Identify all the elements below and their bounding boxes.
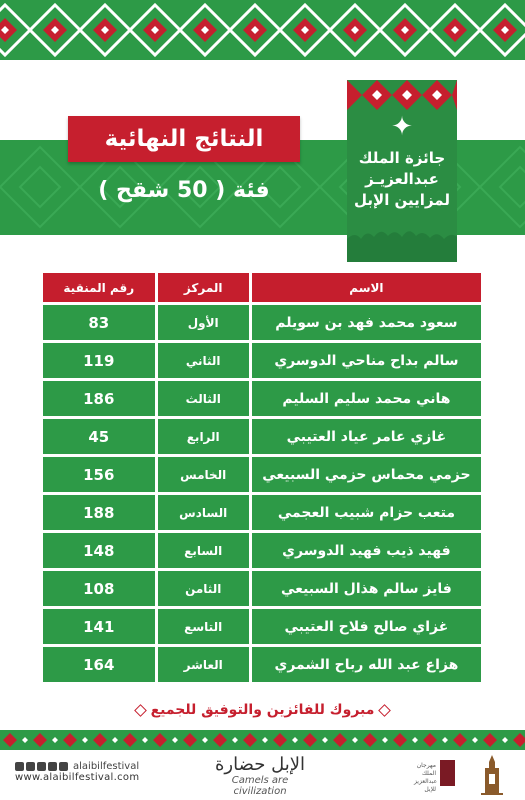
table-row bbox=[43, 495, 481, 530]
winner-name: سعود محمد فهد بن سويلم bbox=[252, 305, 481, 340]
award-title bbox=[351, 148, 453, 211]
column-header-number: رقم المنقية bbox=[43, 273, 155, 302]
footer bbox=[0, 750, 525, 800]
top-decorative-band bbox=[0, 0, 525, 60]
tower-logo-icon bbox=[478, 754, 506, 796]
palm-swords-emblem-icon: ✦ bbox=[391, 112, 413, 142]
winner-name: غزاي صالح فلاح العتيبي bbox=[252, 609, 481, 644]
award-stripe-pattern bbox=[347, 80, 457, 110]
camel-emblem-icon bbox=[440, 760, 455, 786]
winner-rank: السادس bbox=[158, 495, 249, 530]
bottom-decorative-band bbox=[0, 730, 525, 750]
twitter-icon[interactable] bbox=[26, 762, 35, 771]
winner-rank: الثامن bbox=[158, 571, 249, 606]
winner-number: 119 bbox=[43, 343, 155, 378]
winner-rank: الثاني bbox=[158, 343, 249, 378]
brand-logo bbox=[205, 754, 315, 797]
award-title-line: جائزة الملك bbox=[358, 149, 446, 167]
table-row bbox=[43, 419, 481, 454]
winner-rank: العاشر bbox=[158, 647, 249, 682]
winner-name: هاني محمد سليم السليم bbox=[252, 381, 481, 416]
table-row bbox=[43, 305, 481, 340]
column-header-name: الاسم bbox=[252, 273, 481, 302]
category-subtitle: فئة ( 50 شقح ) bbox=[98, 178, 270, 203]
winner-number: 164 bbox=[43, 647, 155, 682]
winner-number: 108 bbox=[43, 571, 155, 606]
winner-name: فايز سالم هذال السبيعي bbox=[252, 571, 481, 606]
festival-logo-text: مهرجان الملك عبدالعزيز للإبل bbox=[414, 762, 438, 793]
brand-name-arabic: الإبل حضارة bbox=[215, 754, 305, 775]
winner-name: متعب حزام شبيب العجمي bbox=[252, 495, 481, 530]
diamond-ornament-icon bbox=[134, 704, 147, 717]
winner-number: 156 bbox=[43, 457, 155, 492]
table-row bbox=[43, 533, 481, 568]
winner-name: هزاع عبد الله رباح الشمري bbox=[252, 647, 481, 682]
social-handle[interactable]: alaibilfestival bbox=[73, 761, 140, 772]
crowd-silhouette bbox=[347, 217, 457, 262]
snapchat-icon[interactable] bbox=[37, 762, 46, 771]
page-title: النتائج النهائية bbox=[68, 116, 300, 162]
winner-name: سالم بداح مناحي الدوسري bbox=[252, 343, 481, 378]
winner-number: 188 bbox=[43, 495, 155, 530]
award-title-line: لمزايين الإبل bbox=[354, 191, 450, 209]
brand-slogan: Camels are civilization bbox=[231, 775, 289, 797]
winner-rank: السابع bbox=[158, 533, 249, 568]
winner-number: 45 bbox=[43, 419, 155, 454]
winner-number: 148 bbox=[43, 533, 155, 568]
congratulations-text: مبروك للفائزين والتوفيق للجميع bbox=[150, 702, 375, 718]
website-link[interactable]: www.alaibilfestival.com bbox=[15, 772, 140, 783]
table-row bbox=[43, 647, 481, 682]
festival-logo bbox=[414, 756, 456, 794]
winner-name: حزمي محماس حزمي السبيعي bbox=[252, 457, 481, 492]
winner-rank: الخامس bbox=[158, 457, 249, 492]
winner-number: 186 bbox=[43, 381, 155, 416]
table-row bbox=[43, 457, 481, 492]
winner-rank: الأول bbox=[158, 305, 249, 340]
winner-name: فهيد ذيب فهيد الدوسري bbox=[252, 533, 481, 568]
award-badge bbox=[347, 80, 457, 262]
facebook-icon[interactable] bbox=[59, 762, 68, 771]
congratulations-message bbox=[0, 702, 525, 718]
table-row bbox=[43, 381, 481, 416]
table-row bbox=[43, 571, 481, 606]
winner-number: 141 bbox=[43, 609, 155, 644]
winner-name: غازي عامر عياد العتيبي bbox=[252, 419, 481, 454]
table-row bbox=[43, 343, 481, 378]
instagram-icon[interactable] bbox=[15, 762, 24, 771]
diamond-ornament-icon bbox=[379, 704, 392, 717]
youtube-icon[interactable] bbox=[48, 762, 57, 771]
table-row bbox=[43, 609, 481, 644]
winner-rank: الثالث bbox=[158, 381, 249, 416]
winner-number: 83 bbox=[43, 305, 155, 340]
column-header-rank: المركز bbox=[158, 273, 249, 302]
results-table bbox=[40, 270, 484, 685]
award-title-line: عبدالعزيـز bbox=[365, 170, 439, 188]
winner-rank: الرابع bbox=[158, 419, 249, 454]
table-header-row bbox=[43, 273, 481, 302]
winner-rank: التاسع bbox=[158, 609, 249, 644]
